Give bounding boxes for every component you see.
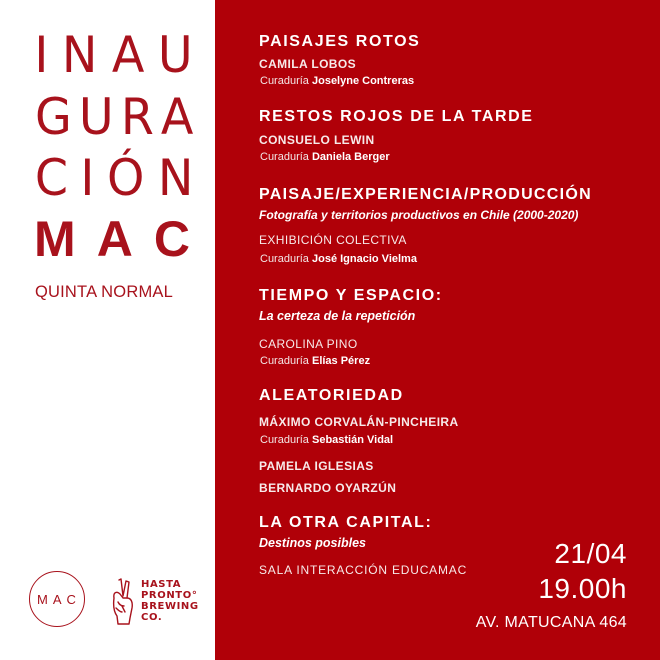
exhibition-artist: PAMELA IGLESIAS xyxy=(259,459,374,473)
exhibition-artist: CONSUELO LEWIN xyxy=(259,133,375,147)
title-letter: Ó xyxy=(107,149,145,207)
exhibition-title: LA OTRA CAPITAL: xyxy=(259,514,433,531)
hasta-pronto-wordmark xyxy=(141,579,199,623)
mac-logo xyxy=(29,571,85,627)
logo-text-line: BREWING xyxy=(141,601,199,612)
logo-text-line: CO. xyxy=(141,612,163,623)
title-letter: C xyxy=(153,211,190,267)
title-letter: G xyxy=(34,88,72,146)
curator-label: Curaduría xyxy=(260,434,309,446)
exhibition-artist: BERNARDO OYARZÚN xyxy=(259,481,397,495)
curator-label: Curaduría xyxy=(260,75,309,87)
title-line-inauguracion-1 xyxy=(34,26,194,84)
title-letter: I xyxy=(34,26,49,84)
logo-text-line: HASTA xyxy=(141,579,182,590)
exhibition-curator xyxy=(260,152,390,163)
exhibition-artist: CAMILA LOBOS xyxy=(259,57,357,71)
program-panel xyxy=(215,0,660,660)
event-date: 21/04 xyxy=(554,538,627,569)
exhibition-title: TIEMPO Y ESPACIO: xyxy=(259,287,443,304)
event-address: AV. MATUCANA 464 xyxy=(475,614,627,631)
title-letter: N xyxy=(157,149,194,207)
curator-label: Curaduría xyxy=(260,355,309,367)
hasta-pronto-logo xyxy=(110,576,199,628)
exhibition-subtitle: La certeza de la repetición xyxy=(259,309,416,323)
event-time: 19.00h xyxy=(538,573,627,604)
exhibition-curator xyxy=(260,435,393,446)
title-letter: R xyxy=(120,88,154,146)
left-panel xyxy=(0,0,215,660)
exhibition-title: ALEATORIEDAD xyxy=(259,387,404,404)
title-letter: C xyxy=(34,149,69,207)
title-line-mac xyxy=(34,211,190,267)
curator-name: Elías Pérez xyxy=(311,355,371,367)
exhibition-curator xyxy=(260,356,370,367)
logo-text-line: PRONTO° xyxy=(141,590,198,601)
title-letter: A xyxy=(111,26,145,84)
curator-name: Joselyne Contreras xyxy=(311,75,415,87)
exhibition-curator xyxy=(260,76,414,87)
exhibition-title: RESTOS ROJOS DE LA TARDE xyxy=(259,108,534,125)
exhibition-curator xyxy=(260,254,417,265)
curator-label: Curaduría xyxy=(260,253,309,265)
title-letter: N xyxy=(62,26,98,84)
exhibition-artist: MÁXIMO CORVALÁN-PINCHEIRA xyxy=(259,415,459,429)
curator-name: Sebastián Vidal xyxy=(311,434,394,446)
curator-name: José Ignacio Vielma xyxy=(311,253,417,265)
mac-logo-text: MAC xyxy=(37,591,81,607)
title-line-inauguracion-3 xyxy=(34,149,194,207)
peace-hand-icon xyxy=(110,576,138,626)
curator-label: Curaduría xyxy=(260,151,309,163)
curator-name: Daniela Berger xyxy=(311,151,390,163)
exhibition-subtitle: Fotografía y territorios productivos en Chile (2000-2020) xyxy=(259,208,579,222)
exhibition-title: PAISAJES ROTOS xyxy=(259,33,421,50)
title-letter: U xyxy=(158,26,194,84)
title-letter: M xyxy=(34,211,76,267)
venue-subtitle: QUINTA NORMAL xyxy=(35,283,173,301)
title-line-inauguracion-2 xyxy=(34,88,194,146)
title-letter: A xyxy=(160,88,194,146)
title-letter: A xyxy=(96,211,133,267)
title-letter: U xyxy=(78,88,114,146)
exhibition-artist: CAROLINA PINO xyxy=(259,337,358,351)
exhibition-subtitle: Destinos posibles xyxy=(259,536,366,550)
exhibition-title: PAISAJE/EXPERIENCIA/PRODUCCIÓN xyxy=(259,186,592,203)
exhibition-artist: SALA INTERACCIÓN EDUCAMAC xyxy=(259,563,468,577)
title-letter: I xyxy=(80,149,95,207)
exhibition-artist: EXHIBICIÓN COLECTIVA xyxy=(259,233,407,247)
